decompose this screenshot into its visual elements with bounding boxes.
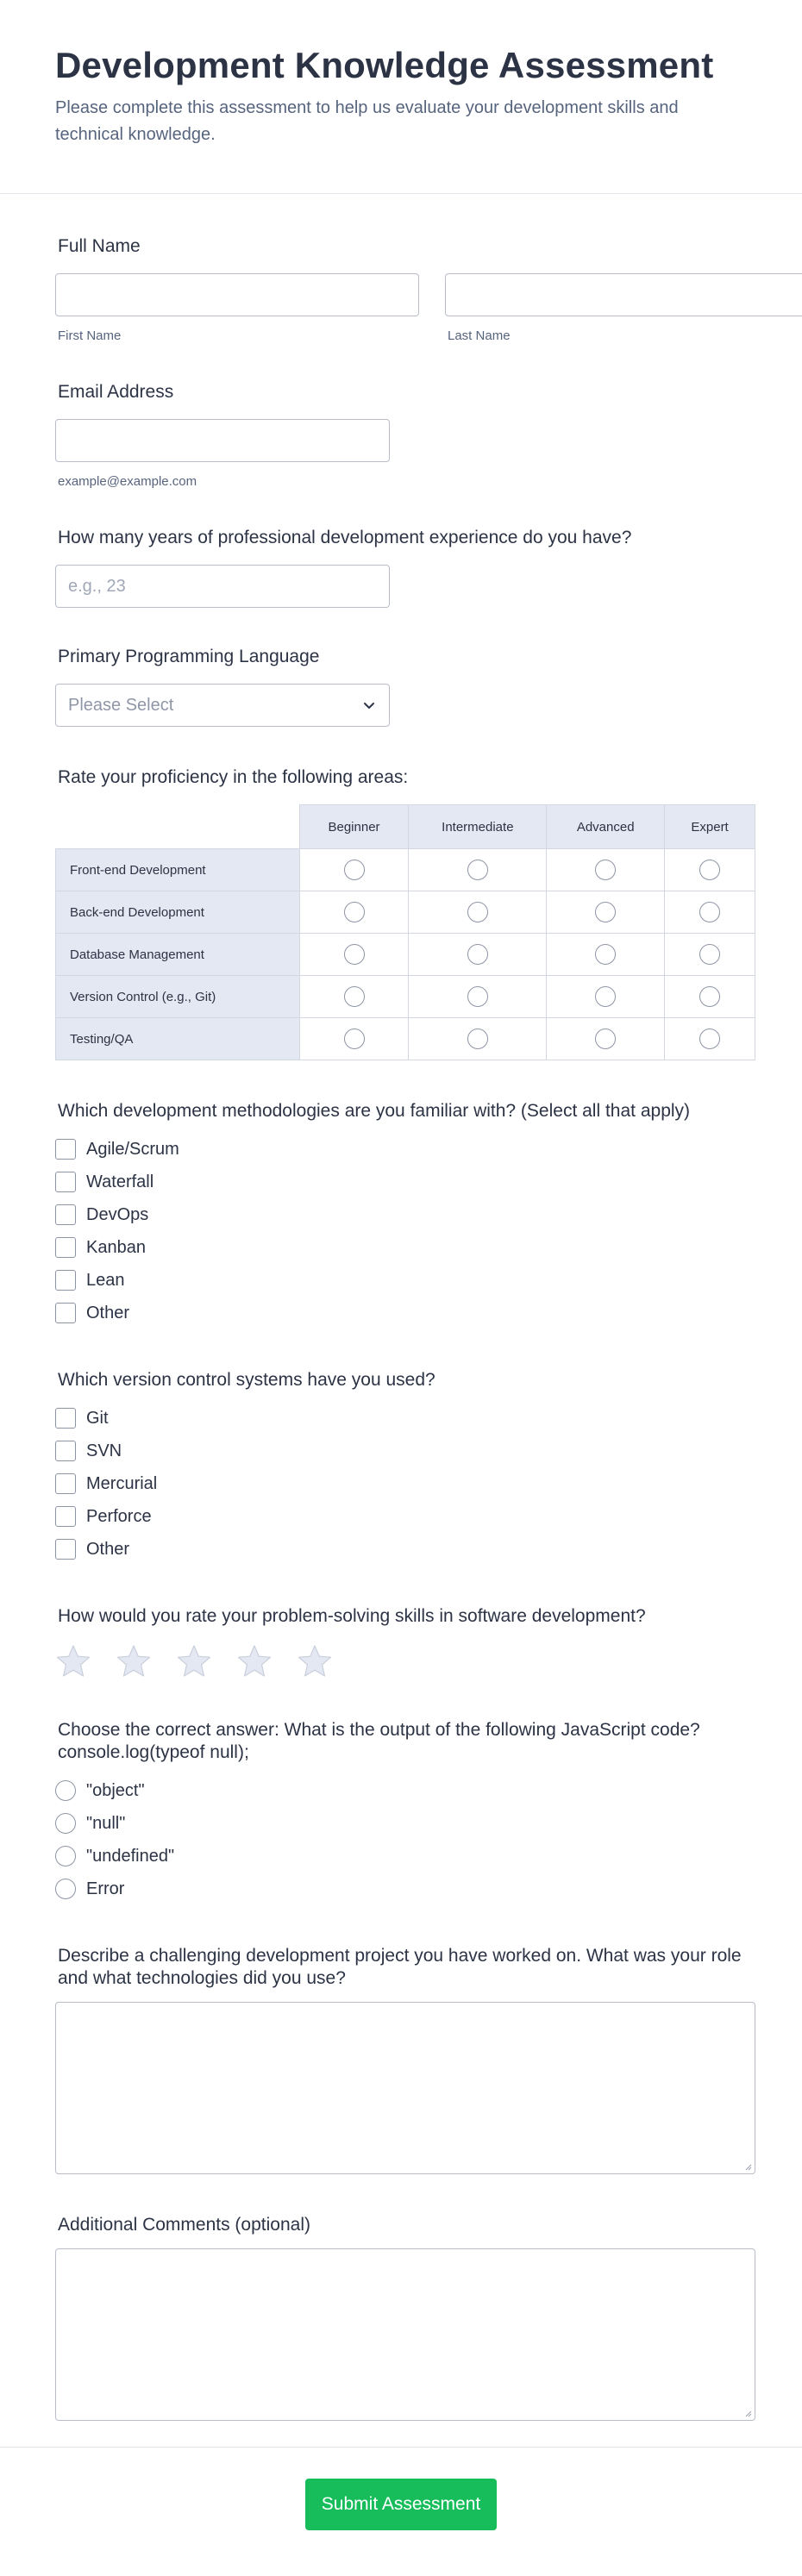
vcs-question [55,1369,747,1566]
experience-question [55,527,747,608]
checkbox[interactable] [55,1139,76,1160]
resize-grip-icon[interactable] [743,2162,752,2171]
matrix-row [56,891,755,934]
matrix-row-label: Version Control (e.g., Git) [56,976,300,1018]
form-footer [0,2447,802,2576]
checkbox-option[interactable] [55,1435,747,1467]
checkbox-option[interactable] [55,1533,747,1566]
problem-solving-question [55,1605,747,1679]
matrix-radio[interactable] [699,944,720,965]
project-textarea[interactable] [55,2002,755,2174]
form-body [0,235,802,2421]
checkbox[interactable] [55,1473,76,1494]
matrix-radio[interactable] [467,1029,488,1049]
email-label: Email Address [58,382,174,402]
matrix-radio[interactable] [595,1029,616,1049]
star-rating [55,1643,747,1679]
matrix-radio[interactable] [595,986,616,1007]
experience-input[interactable] [55,565,390,608]
checkbox-option[interactable] [55,1297,747,1329]
radio-label: "object" [86,1780,145,1800]
comments-label: Additional Comments (optional) [58,2215,310,2235]
checkbox-option[interactable] [55,1264,747,1297]
comments-textarea[interactable] [55,2248,755,2421]
page-description: Please complete this assessment to help us evaluate your development skills and technical knowledge. [55,98,679,144]
matrix-row [56,849,755,891]
vcs-label: Which version control systems have you used? [58,1370,435,1390]
radio-option[interactable] [55,1807,747,1840]
js-question [55,1719,747,1905]
matrix-corner [56,805,300,849]
checkbox[interactable] [55,1539,76,1560]
checkbox-label: Other [86,1539,130,1559]
checkbox-label: Agile/Scrum [86,1139,179,1159]
full-name-question [55,235,747,343]
radio-option[interactable] [55,1774,747,1807]
matrix-radio[interactable] [344,1029,365,1049]
email-sublabel: example@example.com [58,474,197,489]
checkbox-label: Perforce [86,1506,152,1526]
radio-label: "null" [86,1813,126,1833]
matrix-row [56,1018,755,1060]
matrix-col-beginner: Beginner [299,805,409,849]
checkbox-option[interactable] [55,1166,747,1198]
checkbox[interactable] [55,1303,76,1323]
matrix-radio[interactable] [467,944,488,965]
checkbox-option[interactable] [55,1402,747,1435]
checkbox-option[interactable] [55,1500,747,1533]
matrix-radio[interactable] [344,902,365,922]
matrix-row-label: Database Management [56,934,300,976]
matrix-radio[interactable] [699,986,720,1007]
matrix-col-expert: Expert [665,805,755,849]
checkbox-label: DevOps [86,1204,149,1224]
matrix-radio[interactable] [699,902,720,922]
star-icon[interactable] [297,1643,333,1679]
matrix-col-advanced: Advanced [547,805,665,849]
matrix-radio[interactable] [595,902,616,922]
comments-question [55,2214,747,2421]
checkbox[interactable] [55,1172,76,1192]
checkbox[interactable] [55,1270,76,1291]
email-input[interactable] [55,419,390,462]
matrix-row [56,934,755,976]
checkbox-label: Waterfall [86,1172,154,1191]
star-icon[interactable] [176,1643,212,1679]
radio[interactable] [55,1813,76,1834]
matrix-radio[interactable] [344,986,365,1007]
radio-option[interactable] [55,1873,747,1905]
checkbox-label: Kanban [86,1237,146,1257]
checkbox-label: Git [86,1408,109,1428]
star-icon[interactable] [116,1643,152,1679]
radio-label: "undefined" [86,1846,175,1866]
star-icon[interactable] [236,1643,273,1679]
checkbox-label: Mercurial [86,1473,158,1493]
methodologies-label: Which development methodologies are you familiar with? (Select all that apply) [58,1101,691,1121]
email-question [55,381,747,489]
first-name-input[interactable] [55,273,419,316]
matrix-radio[interactable] [595,860,616,880]
matrix-row-label: Testing/QA [56,1018,300,1060]
resize-grip-icon[interactable] [743,2409,752,2417]
checkbox-option[interactable] [55,1467,747,1500]
page-title: Development Knowledge Assessment [55,45,714,85]
checkbox-label: SVN [86,1441,122,1460]
checkbox[interactable] [55,1204,76,1225]
language-selected-value: Please Select [68,695,174,715]
last-name-input[interactable] [445,273,802,316]
checkbox[interactable] [55,1441,76,1461]
radio[interactable] [55,1879,76,1899]
matrix-radio[interactable] [699,1029,720,1049]
checkbox-label: Lean [86,1270,125,1290]
star-icon[interactable] [55,1643,91,1679]
proficiency-matrix [55,804,755,1060]
proficiency-question [55,766,747,1060]
language-select[interactable] [55,684,390,727]
matrix-radio[interactable] [467,986,488,1007]
matrix-row [56,976,755,1018]
matrix-radio[interactable] [344,944,365,965]
form-header [0,0,802,194]
experience-label: How many years of professional development experience do you have? [58,528,632,547]
language-label: Primary Programming Language [58,647,320,666]
chevron-down-icon [361,697,377,713]
language-question [55,646,747,727]
matrix-radio[interactable] [467,860,488,880]
matrix-row-label: Back-end Development [56,891,300,934]
matrix-radio[interactable] [595,944,616,965]
submit-button[interactable]: Submit Assessment [305,2479,497,2530]
radio-option[interactable] [55,1840,747,1873]
radio[interactable] [55,1780,76,1801]
checkbox[interactable] [55,1506,76,1527]
checkbox-option[interactable] [55,1198,747,1231]
checkbox[interactable] [55,1408,76,1429]
problem-solving-label: How would you rate your problem-solving skills in software development? [58,1606,646,1626]
matrix-radio[interactable] [699,860,720,880]
matrix-radio[interactable] [344,860,365,880]
checkbox[interactable] [55,1237,76,1258]
matrix-col-intermediate: Intermediate [409,805,547,849]
full-name-label: Full Name [58,236,141,256]
last-name-sublabel: Last Name [448,328,511,343]
checkbox-label: Other [86,1303,130,1322]
proficiency-label: Rate your proficiency in the following areas: [58,767,409,787]
js-question-label: Choose the correct answer: What is the output of the following JavaScript code? console.log(typeof null); [58,1720,700,1762]
matrix-row-label: Front-end Development [56,849,300,891]
project-label: Describe a challenging development project you have worked on. What was your role and what technologies did you use? [58,1946,742,1988]
radio-label: Error [86,1879,125,1898]
project-question [55,1945,747,2174]
first-name-sublabel: First Name [58,328,122,343]
matrix-radio[interactable] [467,902,488,922]
checkbox-option[interactable] [55,1133,747,1166]
checkbox-option[interactable] [55,1231,747,1264]
radio[interactable] [55,1846,76,1866]
methodologies-question [55,1100,747,1329]
